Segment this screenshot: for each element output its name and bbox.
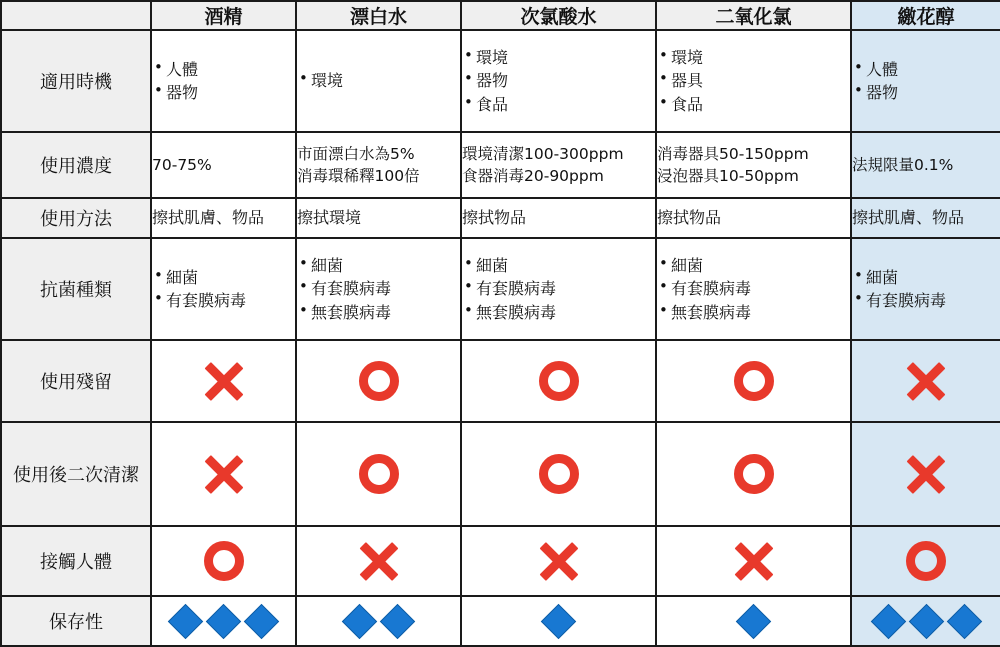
cell-usage-occasion-bleach <box>296 30 461 132</box>
text-line: 浸泡器具10-50ppm <box>657 167 799 185</box>
row-header-shelf-stability: 保存性 <box>1 596 151 646</box>
table-row <box>1 132 1000 198</box>
cell-antimicrobial-hypochlorous <box>461 238 656 340</box>
list-item: • 細菌 <box>852 266 1000 289</box>
diamond-icon <box>206 603 241 638</box>
circle-icon <box>734 454 774 494</box>
cross-icon <box>358 540 400 582</box>
circle-icon <box>359 454 399 494</box>
cell-residue-bleach <box>296 340 461 422</box>
text-line: 擦拭環境 <box>297 208 362 228</box>
row-header-method: 使用方法 <box>1 198 151 238</box>
cell-usage-occasion-chlorine-dioxide <box>656 30 851 132</box>
row-header-antimicrobial-types: 抗菌種類 <box>1 238 151 340</box>
cell-residue-chlorine-dioxide <box>656 340 851 422</box>
text-line: 擦拭肌膚、物品 <box>852 208 965 228</box>
cell-human-contact-hinokitiol <box>851 526 1000 596</box>
list-item: • 環境 <box>462 46 655 69</box>
table-row <box>1 596 1000 646</box>
cross-icon <box>905 360 947 402</box>
text-line: 環境清潔100-300ppm <box>462 145 624 163</box>
diamond-icon <box>168 603 203 638</box>
cell-shelf-stability-hypochlorous <box>461 596 656 646</box>
table-row <box>1 30 1000 132</box>
list-item: • 細菌 <box>657 254 850 277</box>
diamond-icon <box>736 603 771 638</box>
circle-icon <box>734 361 774 401</box>
list-item: • 食品 <box>657 93 850 116</box>
diamond-icon <box>870 603 905 638</box>
table-row <box>1 198 1000 238</box>
table-row <box>1 526 1000 596</box>
cell-secondary-cleaning-hypochlorous <box>461 422 656 526</box>
list-item: • 器具 <box>657 69 850 92</box>
list-item: • 有套膜病毒 <box>297 277 460 300</box>
cell-shelf-stability-bleach <box>296 596 461 646</box>
diamond-icon <box>541 603 576 638</box>
cell-human-contact-hypochlorous <box>461 526 656 596</box>
list-item: • 有套膜病毒 <box>152 289 295 312</box>
cell-method-bleach <box>296 198 461 238</box>
cell-antimicrobial-alcohol <box>151 238 296 340</box>
circle-icon <box>539 454 579 494</box>
cell-concentration-bleach <box>296 132 461 198</box>
cell-method-hinokitiol <box>851 198 1000 238</box>
column-header-alcohol: 酒精 <box>151 1 296 30</box>
diamond-icon <box>380 603 415 638</box>
header-corner-cell <box>1 1 151 30</box>
cell-antimicrobial-bleach <box>296 238 461 340</box>
cell-residue-hypochlorous <box>461 340 656 422</box>
list-item: • 無套膜病毒 <box>297 301 460 324</box>
list-item: • 有套膜病毒 <box>657 277 850 300</box>
column-header-chlorine-dioxide: 二氧化氯 <box>656 1 851 30</box>
circle-icon <box>204 541 244 581</box>
list-item: • 環境 <box>297 69 460 92</box>
cell-concentration-hypochlorous <box>461 132 656 198</box>
row-header-residue: 使用殘留 <box>1 340 151 422</box>
cell-usage-occasion-alcohol <box>151 30 296 132</box>
cross-icon <box>733 540 775 582</box>
text-line: 擦拭物品 <box>657 208 722 228</box>
cell-shelf-stability-hinokitiol <box>851 596 1000 646</box>
list-item: • 細菌 <box>462 254 655 277</box>
cell-secondary-cleaning-bleach <box>296 422 461 526</box>
diamond-icon <box>342 603 377 638</box>
list-item: • 器物 <box>152 81 295 104</box>
text-line: 擦拭物品 <box>462 208 527 228</box>
cell-human-contact-alcohol <box>151 526 296 596</box>
cell-residue-hinokitiol <box>851 340 1000 422</box>
cell-concentration-alcohol <box>151 132 296 198</box>
cell-antimicrobial-chlorine-dioxide <box>656 238 851 340</box>
cross-icon <box>905 453 947 495</box>
list-item: • 無套膜病毒 <box>657 301 850 324</box>
list-item: • 器物 <box>462 69 655 92</box>
table-header-row <box>1 1 1000 30</box>
cell-usage-occasion-hinokitiol <box>851 30 1000 132</box>
cell-human-contact-bleach <box>296 526 461 596</box>
cell-shelf-stability-alcohol <box>151 596 296 646</box>
cell-secondary-cleaning-hinokitiol <box>851 422 1000 526</box>
text-line: 食器消毒20-90ppm <box>462 167 604 185</box>
cell-human-contact-chlorine-dioxide <box>656 526 851 596</box>
cross-icon <box>203 360 245 402</box>
list-item: • 有套膜病毒 <box>852 289 1000 312</box>
cell-method-chlorine-dioxide <box>656 198 851 238</box>
circle-icon <box>906 541 946 581</box>
column-header-hypochlorous-acid-water: 次氯酸水 <box>461 1 656 30</box>
text-line: 消毒器具50-150ppm <box>657 145 809 163</box>
row-header-usage-occasion: 適用時機 <box>1 30 151 132</box>
cell-concentration-chlorine-dioxide <box>656 132 851 198</box>
cell-secondary-cleaning-alcohol <box>151 422 296 526</box>
cell-method-alcohol <box>151 198 296 238</box>
cross-icon <box>538 540 580 582</box>
list-item: • 有套膜病毒 <box>462 277 655 300</box>
cell-residue-alcohol <box>151 340 296 422</box>
row-header-human-contact: 接觸人體 <box>1 526 151 596</box>
column-header-bleach: 漂白水 <box>296 1 461 30</box>
cell-method-hypochlorous <box>461 198 656 238</box>
table-row <box>1 340 1000 422</box>
list-item: • 無套膜病毒 <box>462 301 655 324</box>
row-header-secondary-cleaning: 使用後二次清潔 <box>1 422 151 526</box>
list-item: • 細菌 <box>297 254 460 277</box>
list-item: • 人體 <box>152 58 295 81</box>
list-item: • 食品 <box>462 93 655 116</box>
text-line: 擦拭肌膚、物品 <box>152 208 265 228</box>
text-line: 70-75% <box>152 156 212 174</box>
diamond-icon <box>946 603 981 638</box>
cell-antimicrobial-hinokitiol <box>851 238 1000 340</box>
column-header-hinokitiol: 繳花醇 <box>851 1 1000 30</box>
list-item: • 人體 <box>852 58 1000 81</box>
table-row <box>1 238 1000 340</box>
cell-shelf-stability-chlorine-dioxide <box>656 596 851 646</box>
text-line: 市面漂白水為5% <box>297 145 415 163</box>
diamond-icon <box>244 603 279 638</box>
cell-usage-occasion-hypochlorous <box>461 30 656 132</box>
cell-secondary-cleaning-chlorine-dioxide <box>656 422 851 526</box>
list-item: • 器物 <box>852 81 1000 104</box>
circle-icon <box>359 361 399 401</box>
text-line: 法規限量0.1% <box>852 156 954 174</box>
list-item: • 細菌 <box>152 266 295 289</box>
list-item: • 環境 <box>657 46 850 69</box>
cross-icon <box>203 453 245 495</box>
cell-concentration-hinokitiol <box>851 132 1000 198</box>
circle-icon <box>539 361 579 401</box>
table-row <box>1 422 1000 526</box>
text-line: 消毒環稀釋100倍 <box>297 167 420 185</box>
row-header-concentration: 使用濃度 <box>1 132 151 198</box>
diamond-icon <box>908 603 943 638</box>
